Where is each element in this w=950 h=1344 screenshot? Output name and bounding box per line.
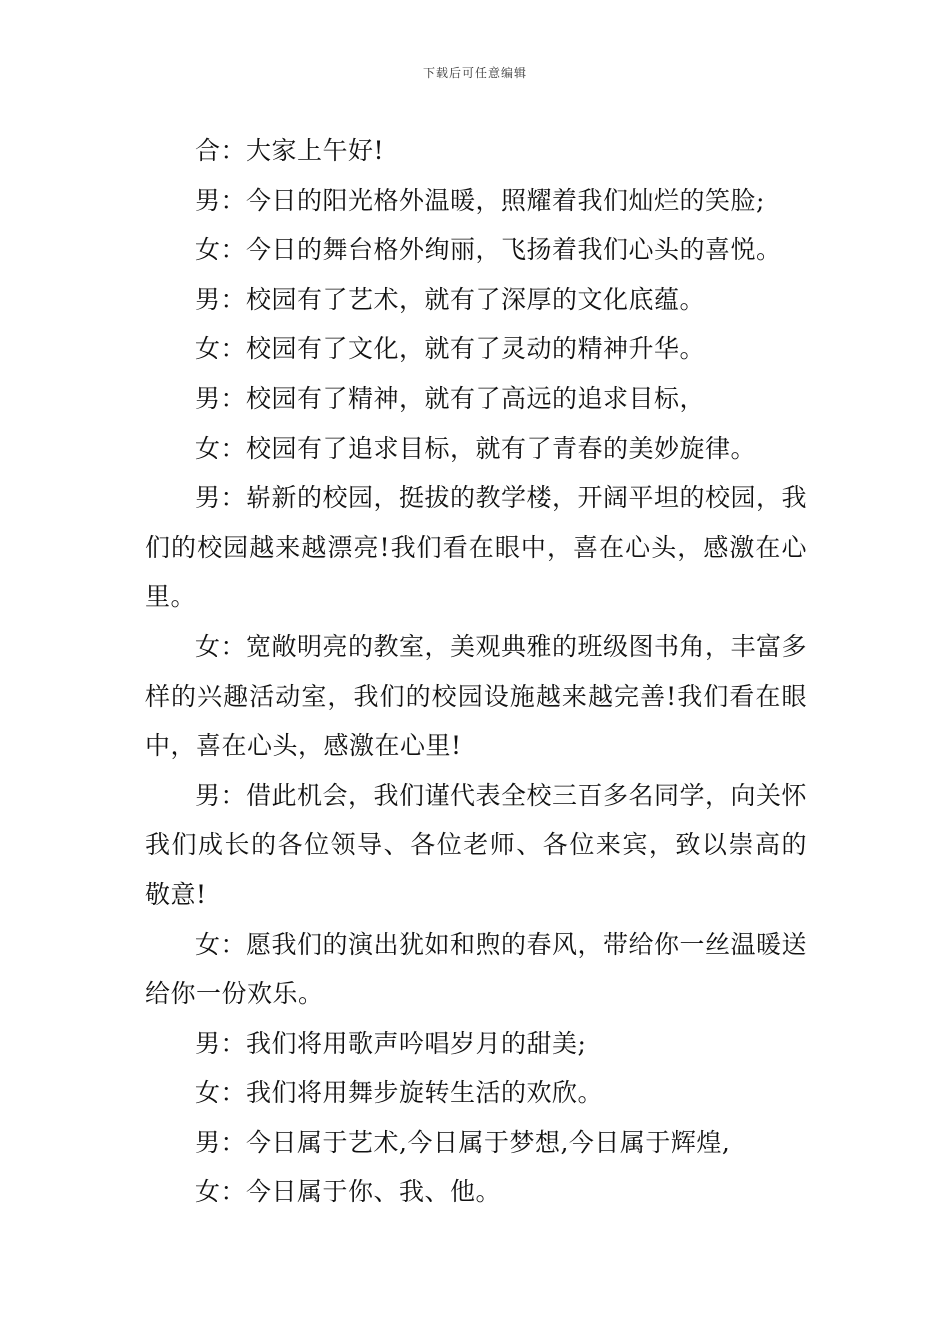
paragraph: 男：校园有了精神，就有了高远的追求目标， <box>195 383 706 413</box>
paragraph: 男：借此机会，我们谨代表全校三百多名同学，向关怀我们成长的各位领导、各位老师、各位来宾，致以崇高的敬意! <box>145 780 808 909</box>
paragraph: 女：宽敞明亮的教室，美观典雅的班级图书角，丰富多样的兴趣活动室，我们的校园设施越来越完善!我们看在眼中，喜在心头，感激在心里! <box>145 631 808 761</box>
paragraph: 女：校园有了追求目标，就有了青春的美妙旋律。 <box>195 433 757 463</box>
paragraph: 男：崭新的校园，挺拔的教学楼，开阔平坦的校园，我们的校园越来越漂亮!我们看在眼中，喜在心头，感激在心里。 <box>145 483 808 612</box>
paragraph: 男：今日的阳光格外温暖，照耀着我们灿烂的笑脸; <box>195 185 765 215</box>
paragraph: 男：校园有了艺术，就有了深厚的文化底蕴。 <box>195 284 706 314</box>
paragraph: 女：校园有了文化，就有了灵动的精神升华。 <box>195 334 706 364</box>
document-body <box>145 126 807 1217</box>
paragraph: 女：愿我们的演出犹如和煦的春风，带给你一丝温暖送给你一份欢乐。 <box>145 929 808 1009</box>
paragraph: 女：今日的舞台格外绚丽，飞扬着我们心头的喜悦。 <box>195 235 782 265</box>
paragraph: 男：我们将用歌声吟唱岁月的甜美; <box>195 1028 587 1058</box>
paragraph: 男：今日属于艺术,今日属于梦想,今日属于辉煌, <box>195 1127 731 1157</box>
paragraph: 合：大家上午好! <box>195 136 385 165</box>
paragraph: 女：我们将用舞步旋转生活的欢欣。 <box>195 1078 604 1108</box>
paragraph: 女：今日属于你、我、他。 <box>195 1177 502 1207</box>
page-header-note: 下载后可任意编辑 <box>422 66 527 80</box>
